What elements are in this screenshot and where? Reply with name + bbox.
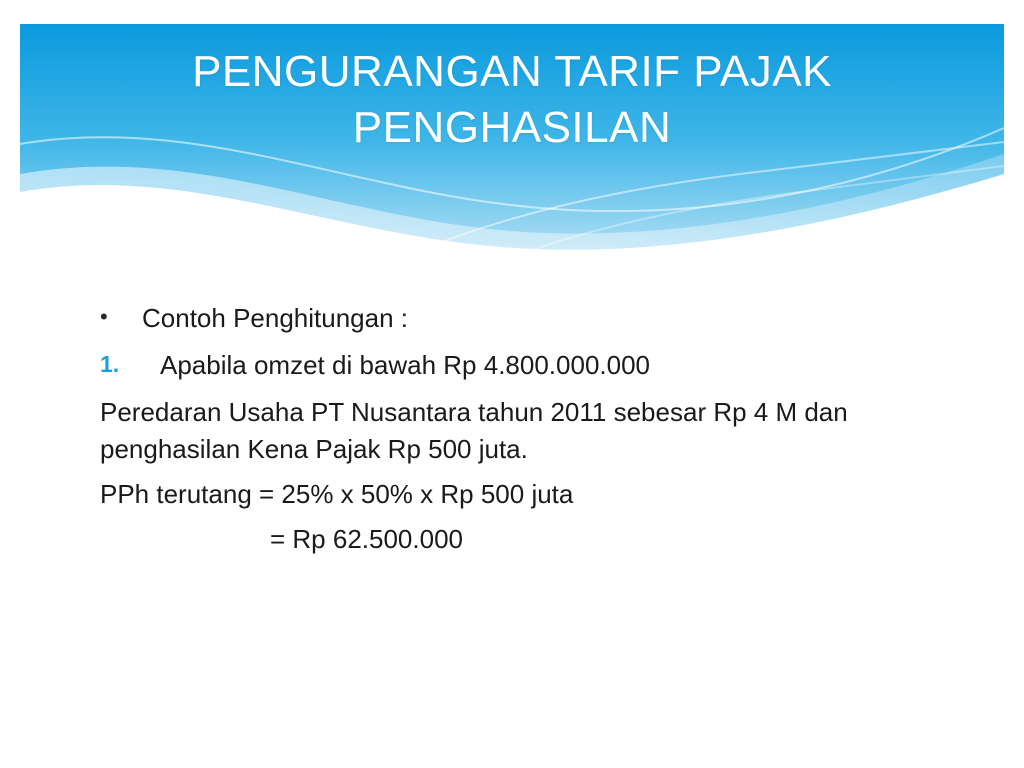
bullet-item-label: Contoh Penghitungan : [142, 303, 408, 333]
paragraph-hasil-perhitungan: = Rp 62.500.000 [270, 523, 463, 554]
list-item [100, 300, 940, 337]
numbered-list-item [100, 347, 940, 384]
bullet-icon: • [100, 304, 108, 329]
list-number-label: 1. [100, 350, 120, 377]
page-title: PENGURANGAN TARIF PAJAK PENGHASILAN [192, 47, 832, 153]
numbered-item-label: Apabila omzet di bawah Rp 4.800.000.000 [160, 349, 651, 380]
paragraph-pph-terutang: PPh terutang = 25% x 50% x Rp 500 juta [100, 478, 574, 509]
slide-body [100, 300, 940, 557]
paragraph-peredaran-usaha: Peredaran Usaha PT Nusantara tahun 2011 sebesar Rp 4 M dan penghasilan Kena Pajak Rp 500 juta. [100, 396, 848, 464]
